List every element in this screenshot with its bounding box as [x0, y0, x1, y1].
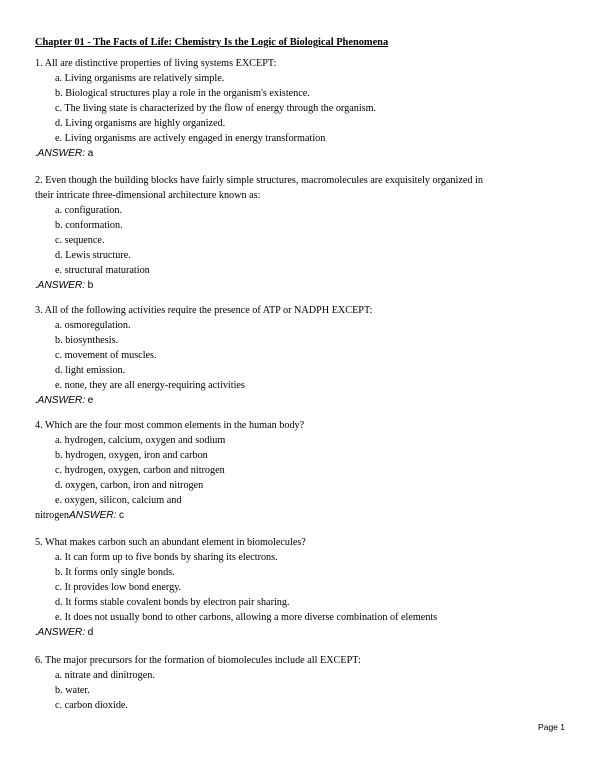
option-d: d. oxygen, carbon, iron and nitrogen	[55, 480, 204, 491]
question-stem: 3. All of the following activities require the presence of ATP or NADPH EXCEPT:	[35, 305, 373, 316]
question-stem: 4. Which are the four most common elements in the human body?	[35, 420, 305, 431]
option-e: e. oxygen, silicon, calcium and	[55, 495, 182, 506]
option-e: e. Living organisms are actively engaged in energy transformation	[55, 133, 326, 144]
option-d: d. Living organisms are highly organized.	[55, 118, 226, 129]
option-c: c. hydrogen, oxygen, carbon and nitrogen	[55, 465, 225, 476]
answer-line	[35, 146, 565, 161]
answer-line	[35, 625, 565, 640]
answer-prefix: .	[35, 280, 38, 291]
option-d: d. Lewis structure.	[55, 250, 131, 261]
question-2	[35, 173, 565, 293]
option-e: e. It does not usually bond to other carbons, allowing a more diverse combination of elements	[55, 612, 438, 623]
answer-label: ANSWER:	[37, 395, 86, 406]
chapter-title: Chapter 01 - The Facts of Life: Chemistry Is the Logic of Biological Phenomena	[35, 37, 389, 48]
answer-line	[35, 278, 565, 293]
answer-line	[35, 393, 565, 408]
option-b: b. hydrogen, oxygen, iron and carbon	[55, 450, 208, 461]
option-b: b. biosynthesis.	[55, 335, 119, 346]
answer-value: b	[87, 280, 94, 291]
answer-prefix: nitrogen	[35, 510, 69, 521]
question-stem: 1. All are distinctive properties of living systems EXCEPT:	[35, 58, 277, 69]
option-c: c. It provides low bond energy.	[55, 582, 182, 593]
option-c: c. The living state is characterized by the flow of energy through the organism.	[55, 103, 377, 114]
option-a: a. Living organisms are relatively simple.	[55, 73, 225, 84]
question-stem: 6. The major precursors for the formation of biomolecules include all EXCEPT:	[35, 655, 361, 666]
answer-label: ANSWER:	[37, 280, 86, 291]
question-3	[35, 303, 565, 408]
answer-label: ANSWER:	[37, 148, 86, 159]
question-4	[35, 418, 565, 523]
question-stem-line-2: their intricate three-dimensional architecture known as:	[35, 190, 261, 201]
answer-value: c	[119, 510, 125, 521]
question-1	[35, 56, 565, 161]
answer-label: ANSWER:	[37, 627, 86, 638]
option-d: d. light emission.	[55, 365, 126, 376]
question-5	[35, 535, 565, 640]
option-b: b. water.	[55, 685, 90, 696]
option-c: c. carbon dioxide.	[55, 700, 128, 711]
option-c: c. sequence.	[55, 235, 105, 246]
answer-value: d	[87, 627, 94, 638]
answer-prefix: .	[35, 148, 38, 159]
option-b: b. conformation.	[55, 220, 123, 231]
option-b: b. Biological structures play a role in the organism's existence.	[55, 88, 310, 99]
option-d: d. It forms stable covalent bonds by electron pair sharing.	[55, 597, 290, 608]
option-a: a. configuration.	[55, 205, 123, 216]
option-a: a. It can form up to five bonds by sharing its electrons.	[55, 552, 278, 563]
answer-prefix: .	[35, 395, 38, 406]
option-e: e. structural maturation	[55, 265, 150, 276]
answer-value: e	[87, 395, 94, 406]
answer-value: a	[87, 148, 94, 159]
option-c: c. movement of muscles.	[55, 350, 157, 361]
option-b: b. It forms only single bonds.	[55, 567, 175, 578]
page-number: Page 1	[538, 722, 565, 732]
question-6	[35, 653, 565, 713]
option-a: a. nitrate and dinitrogen.	[55, 670, 155, 681]
option-a: a. osmoregulation.	[55, 320, 131, 331]
option-e: e. none, they are all energy-requiring activities	[55, 380, 245, 391]
answer-line	[35, 508, 565, 523]
question-stem: 5. What makes carbon such an abundant element in biomolecules?	[35, 537, 306, 548]
answer-prefix: .	[35, 627, 38, 638]
answer-label: ANSWER:	[68, 510, 117, 521]
option-a: a. hydrogen, calcium, oxygen and sodium	[55, 435, 226, 446]
question-stem-line-1: 2. Even though the building blocks have fairly simple structures, macromolecules are exquisitely organized in	[35, 175, 483, 186]
